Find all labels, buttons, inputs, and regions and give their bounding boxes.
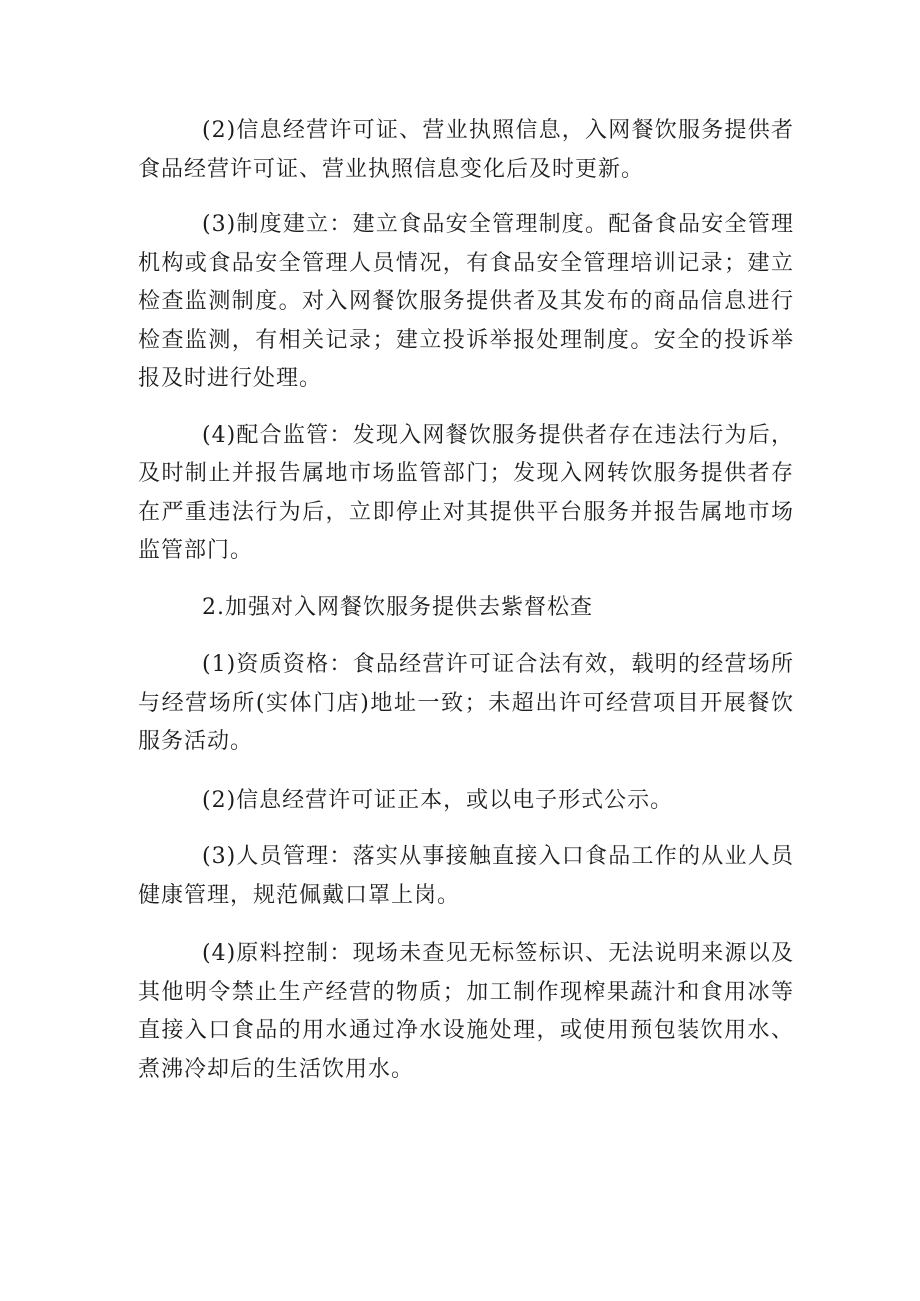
paragraph-system-establishment: (3)制度建立：建立食品安全管理制度。配备食品安全管理机构或食品安全管理人员情况，有食品安全管理培训记录；建立检查监测制度。对入网餐饮服务提供者及其发布的商品信息进行检查监测，有相关记录；建立投诉举报处理制度。安全的投诉举报及时进行处理。 (138, 212, 794, 391)
paragraph-qualification: (1)资质资格：食品经营许可证合法有效，载明的经营场所与经营场所(实体门店)地址一致；未超出许可经营项目开展餐饮服务活动。 (138, 652, 794, 754)
document-body (138, 112, 794, 1109)
paragraph-cooperate-supervision: (4)配合监管：发现入网餐饮服务提供者存在违法行为后，及时制止并报告属地市场监管部门；发现入网转饮服务提供者存在严重违法行为后，立即停止对其提供平台服务并报告属地市场监管部门。 (138, 422, 794, 563)
paragraph-info-license-update: (2)信息经营许可证、营业执照信息，入网餐饮服务提供者食品经营许可证、营业执照信息变化后及时更新。 (138, 118, 794, 182)
section-heading-strengthen-inspection: 2.加强对入网餐饮服务提供去紫督松查 (202, 594, 593, 620)
paragraph-personnel-management: (3)人员管理：落实从事接触直接入口食品工作的从业人员健康管理，规范佩戴口罩上岗。 (138, 844, 794, 908)
paragraph-info-license-display: (2)信息经营许可证正本，或以电子形式公示。 (202, 787, 674, 813)
paragraph-raw-material-control: (4)原料控制：现场未查见无标签标识、无法说明来源以及其他明令禁止生产经营的物质；加工制作现榨果蔬汁和食用冰等直接入口食品的用水通过净水设施处理，或使用预包装饮用水、煮沸冷却后的生活饮用水。 (138, 941, 794, 1082)
